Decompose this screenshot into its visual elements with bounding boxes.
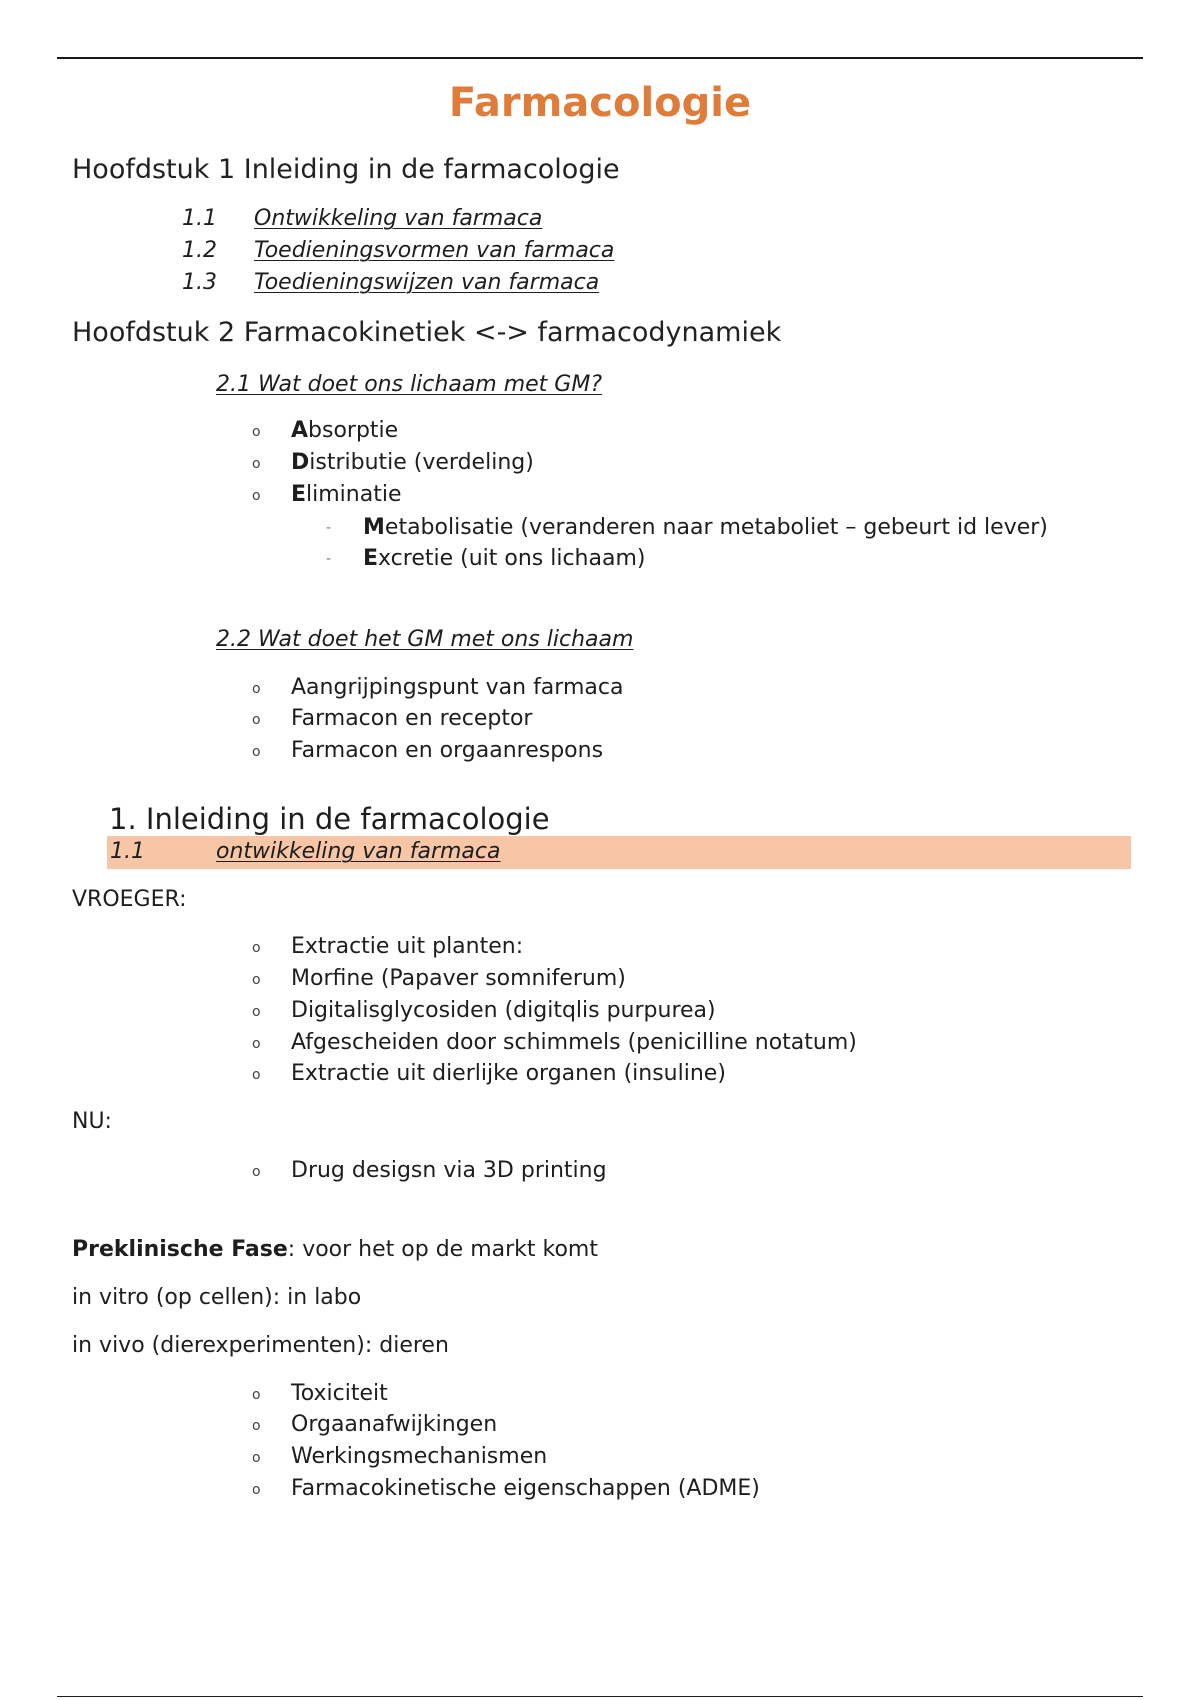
bullet-icon: o [252,1004,261,1020]
list-item: Digitalisglycosiden (digitqlis purpurea) [291,998,716,1023]
bullet-icon: o [252,1418,261,1434]
list-item: Absorptie [291,418,399,443]
bullet-icon: o [252,1067,261,1083]
bullet-icon: o [252,424,261,440]
subsection-number: 1.1 [110,839,145,864]
preklinische-fase-line: Preklinische Fase: voor het op de markt komt [72,1237,598,1262]
toc-item-number: 1.2 [182,238,217,263]
dash-bullet-icon: - [326,551,332,567]
in-vivo-line: in vivo (dierexperimenten): dieren [72,1333,449,1358]
vroeger-label: VROEGER: [72,887,187,912]
list-item: Morfine (Papaver somniferum) [291,966,626,991]
list-item: Farmacokinetische eigenschappen (ADME) [291,1476,760,1501]
list-item: Metabolisatie (veranderen naar metaboliet – gebeurt id lever) [363,515,1048,540]
nu-label: NU: [72,1109,112,1134]
list-item: Aangrijpingspunt van farmaca [291,675,624,700]
bullet-icon: o [252,940,261,956]
list-item: Farmacon en orgaanrespons [291,738,604,763]
subsection-2-1-link[interactable]: 2.1 Wat doet ons lichaam met GM? [216,372,603,397]
list-item: Excretie (uit ons lichaam) [363,546,646,571]
list-item: Werkingsmechanismen [291,1444,548,1469]
list-item: Extractie uit planten: [291,934,524,959]
list-item: Eliminatie [291,482,402,507]
in-vitro-line: in vitro (op cellen): in labo [72,1285,362,1310]
document-title: Farmacologie [448,80,752,126]
toc-item-number: 1.1 [182,206,217,231]
subsection-title: ontwikkeling van farmaca [216,839,501,864]
bullet-icon: o [252,456,261,472]
top-rule [57,57,1143,59]
chapter-2-heading: Hoofdstuk 2 Farmacokinetiek <-> farmacodynamiek [72,317,782,348]
section-1-heading: 1. Inleiding in de farmacologie [109,802,550,836]
bullet-icon: o [252,488,261,504]
toc-item-number: 1.3 [182,270,217,295]
bullet-icon: o [252,1164,261,1180]
toc-item-link[interactable]: Ontwikkeling van farmaca [254,206,543,231]
toc-item-link[interactable]: Toedieningswijzen van farmaca [254,270,600,295]
list-item: Afgescheiden door schimmels (penicilline notatum) [291,1030,857,1055]
bullet-icon: o [252,712,261,728]
chapter-1-heading: Hoofdstuk 1 Inleiding in de farmacologie [72,154,620,185]
bullet-icon: o [252,972,261,988]
list-item: Drug desigsn via 3D printing [291,1158,607,1183]
subsection-2-2-link[interactable]: 2.2 Wat doet het GM met ons lichaam [216,627,634,652]
bullet-icon: o [252,1387,261,1403]
list-item: Extractie uit dierlijke organen (insuline) [291,1061,726,1086]
bullet-icon: o [252,681,261,697]
list-item: Toxiciteit [291,1381,388,1406]
bullet-icon: o [252,1036,261,1052]
list-item: Orgaanafwijkingen [291,1412,498,1437]
list-item: Farmacon en receptor [291,706,533,731]
toc-item-link[interactable]: Toedieningsvormen van farmaca [254,238,615,263]
list-item: Distributie (verdeling) [291,450,534,475]
bullet-icon: o [252,1482,261,1498]
bottom-rule [57,1696,1143,1697]
dash-bullet-icon: - [326,520,332,536]
bullet-icon: o [252,1450,261,1466]
bullet-icon: o [252,744,261,760]
